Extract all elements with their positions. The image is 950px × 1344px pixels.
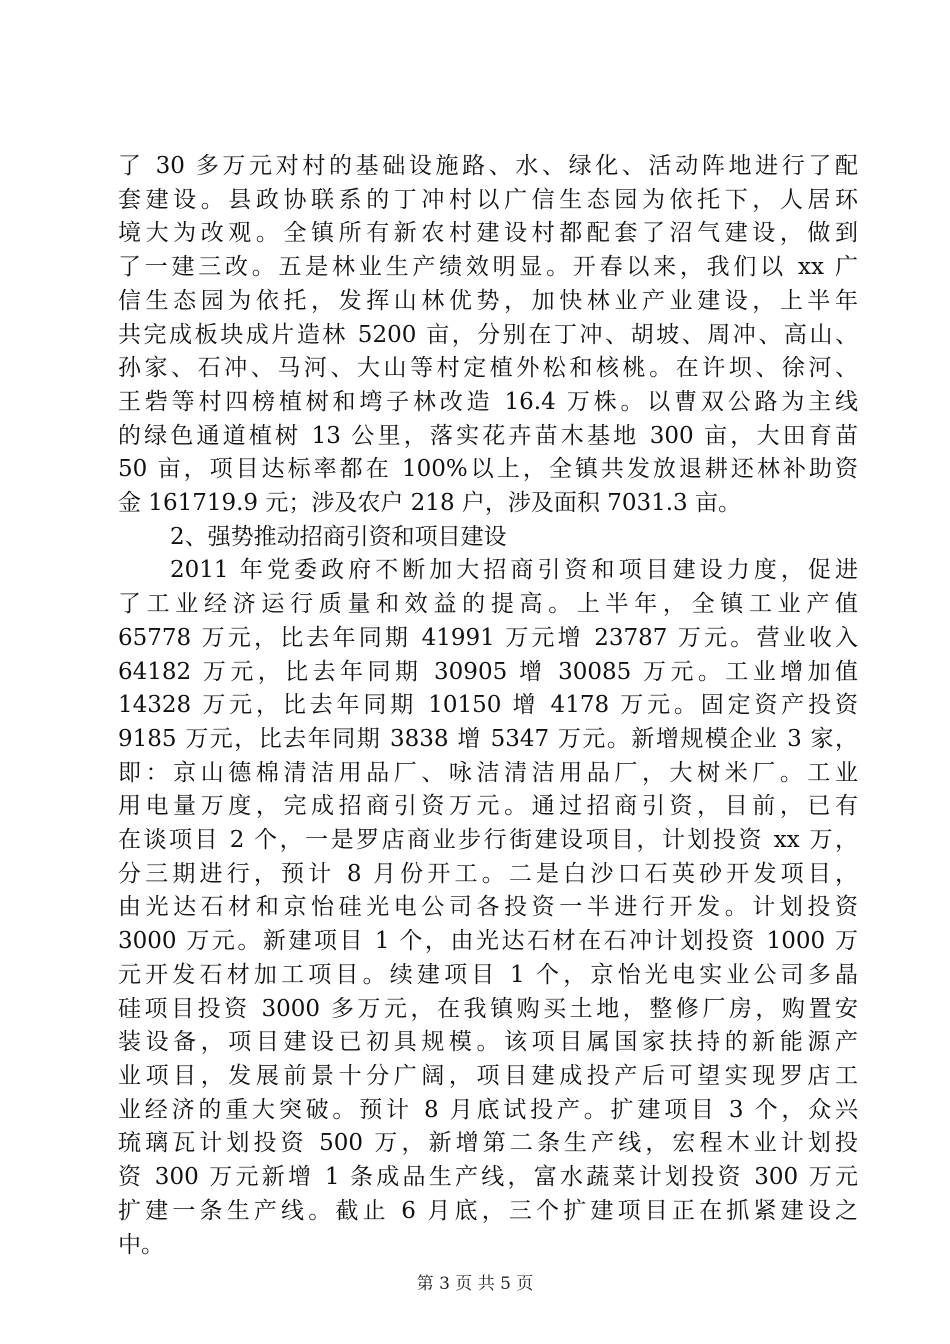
text-line: 用电量万度，完成招商引资万元。通过招商引资，目前，已有 <box>118 793 858 820</box>
text-line: 了 30 多万元对村的基础设施路、水、绿化、活动阵地进行了配 <box>118 153 858 179</box>
text-line: 3000 万元。新建项目 1 个，由光达石材在石冲计划投资 1000 万 <box>118 928 858 955</box>
text-line: 业经济的重大突破。预计 8 月底试投产。扩建项目 3 个，众兴 <box>118 1096 858 1123</box>
text-line: 琉璃瓦计划投资 500 万，新增第二条生产线，宏程木业计划投 <box>118 1130 858 1157</box>
text-line: 了一建三改。五是林业生产绩效明显。开春以来，我们以 xx 广 <box>118 254 858 281</box>
text-line: 元开发石材加工项目。续建项目 1 个，京怡光电实业公司多晶 <box>118 961 858 988</box>
text-line: 中。 <box>118 1231 164 1258</box>
page-number: 第 3 页 共 5 页 <box>416 1274 534 1294</box>
text-line: 即：京山德棉清洁用品厂、咏洁清洁用品厂，大树米厂。工业 <box>118 759 858 786</box>
text-line: 9185 万元，比去年同期 3838 增 5347 万元。新增规模企业 3 家， <box>118 725 858 752</box>
text-line: 套建设。县政协联系的丁冲村以广信生态园为依托下，人居环 <box>118 186 858 213</box>
text-line: 信生态园为依托，发挥山林优势，加快林业产业建设，上半年 <box>118 287 858 314</box>
text-line: 在谈项目 2 个，一是罗店商业步行街建设项目，计划投资 xx 万， <box>118 827 858 854</box>
text-line: 装设备，项目建设已初具规模。该项目属国家扶持的新能源产 <box>118 1029 858 1056</box>
text-line: 扩建一条生产线。截止 6 月底，三个扩建项目正在抓紧建设之 <box>118 1197 858 1224</box>
text-line: 65778 万元，比去年同期 41991 万元增 23787 万元。营业收入 <box>118 624 858 651</box>
text-line: 硅项目投资 3000 多万元，在我镇购买土地，整修厂房，购置安 <box>118 995 858 1022</box>
text-line: 64182 万元，比去年同期 30905 增 30085 万元。工业增加值 <box>118 658 858 685</box>
text-line: 金 161719.9 元；涉及农户 218 户，涉及面积 7031.3 亩。 <box>118 490 741 517</box>
text-line: 共完成板块成片造林 5200 亩，分别在丁冲、胡坡、周冲、高山、 <box>118 321 858 348</box>
text-line: 境大为改观。全镇所有新农村建设村都配套了沼气建设，做到 <box>118 220 858 247</box>
text-line: 分三期进行，预计 8 月份开工。二是白沙口石英砂开发项目， <box>118 860 858 887</box>
text-line: 了工业经济运行质量和效益的提高。上半年，全镇工业产值 <box>118 591 858 618</box>
text-line: 王砦等村四榜植树和塆子林改造 16.4 万株。以曹双公路为主线 <box>118 388 858 415</box>
text-line: 业项目，发展前景十分广阔，项目建成投产后可望实现罗店工 <box>118 1062 858 1089</box>
page-footer <box>0 1269 950 1294</box>
text-line: 孙家、石冲、马河、大山等村定植外松和核桃。在许坝、徐河、 <box>118 355 858 382</box>
text-line: 2011 年党委政府不断加大招商引资和项目建设力度，促进 <box>170 557 858 584</box>
text-line: 的绿色通道植树 13 公里，落实花卉苗木基地 300 亩，大田育苗 <box>118 422 858 449</box>
section-heading: 2、强势推动招商引资和项目建设 <box>170 523 507 550</box>
document-body <box>118 150 858 1262</box>
text-line: 14328 万元，比去年同期 10150 增 4178 万元。固定资产投资 <box>118 692 858 719</box>
text-line: 资 300 万元新增 1 条成品生产线，富水蔬菜计划投资 300 万元 <box>118 1164 858 1191</box>
text-line: 50 亩，项目达标率都在 100%以上，全镇共发放退耕还林补助资 <box>118 456 858 483</box>
text-line: 由光达石材和京怡硅光电公司各投资一半进行开发。计划投资 <box>118 894 858 921</box>
